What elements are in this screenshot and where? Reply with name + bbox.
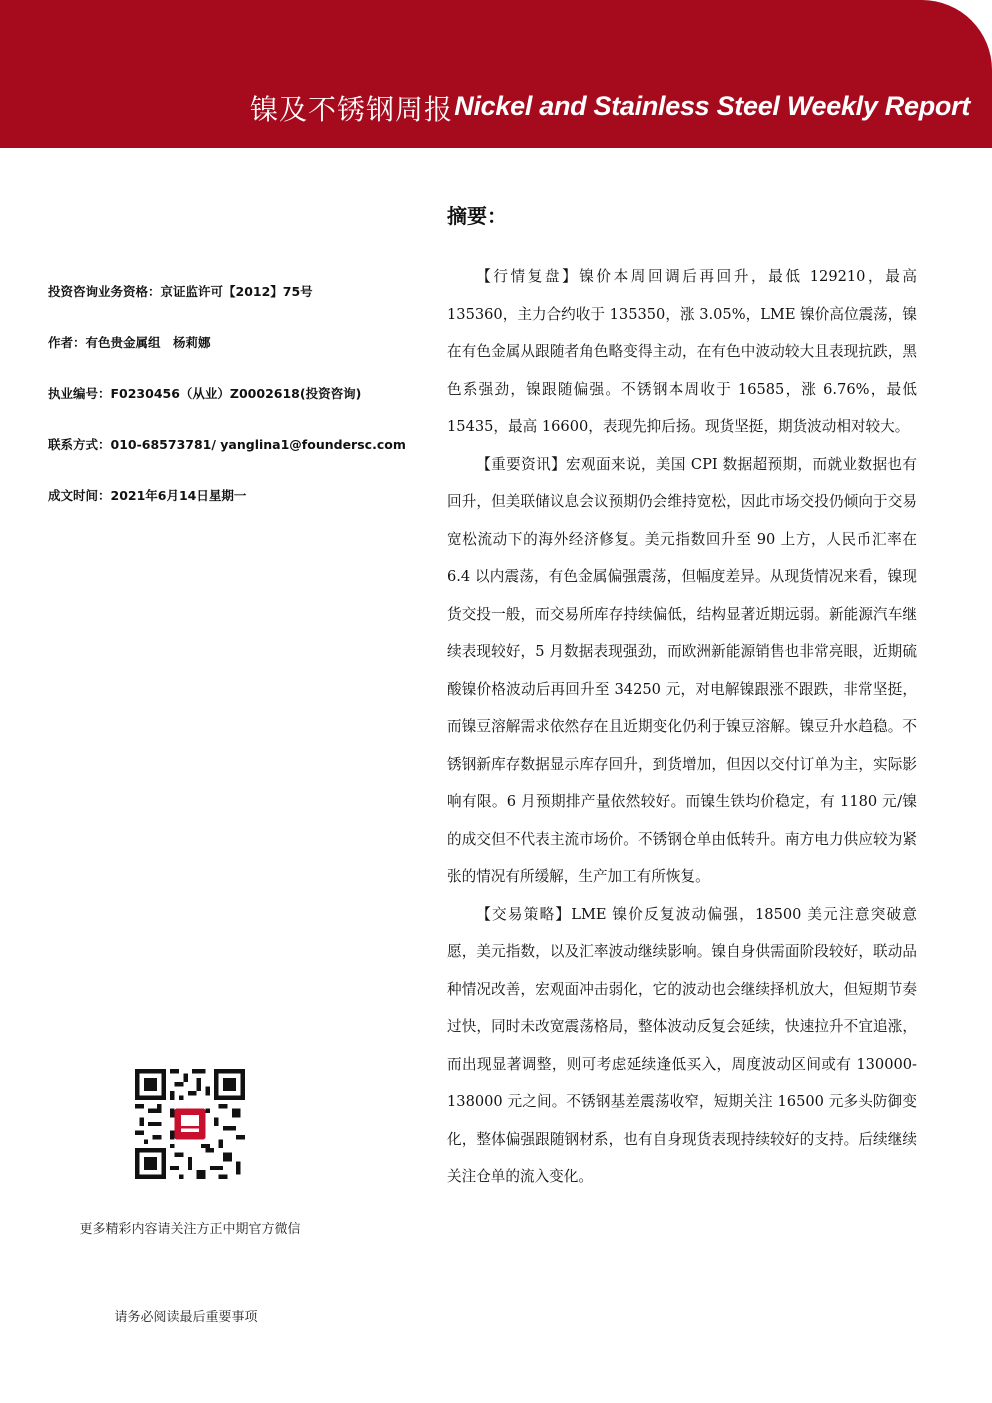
market-review-paragraph: 【行情复盘】镍价本周回调后再回升，最低 129210，最高 135360，主力合约收于 135350，涨 3.05%，LME 镍价高位震荡，镍在有色金属从跟随者角色略变得主动，在有色中波动较大且表现抗跌，黑色系强劲，镍跟随偏强。不锈钢本周收于 16585，涨 6.76%，最低 15435，最高 16600，表现先抑后扬。现货坚挺，期货波动相对较大。 xyxy=(447,268,917,435)
key-news-paragraph: 【重要资讯】宏观面来说，美国 CPI 数据超预期，而就业数据也有回升，但美联储议息会议预期仍会维持宽松，因此市场交投仍倾向于交易宽松流动下的海外经济修复。美元指数回升至 90 上方，人民币汇率在 6.4 以内震荡，有色金属偏强震荡，但幅度差异。从现货情况来看，镍现货交投一般，而交易所库存持续偏低，结构显著近期远弱。新能源汽车继续表现较好，5 月数据表现强劲，而欧洲新能源销售也非常亮眼，近期硫酸镍价格波动后再回升至 34250 元，对电解镍跟涨不跟跌，非常坚挺，而镍豆溶解需求依然存在且近期变化仍利于镍豆溶解。镍豆升水趋稳。不锈钢新库存数据显示库存回升，到货增加，但因以交付订单为主，实际影响有限。6 月预期排产量依然较好。而镍生铁均价稳定，有 1180 元/镍的成交但不代表主流市场价。不锈钢仓单由低转升。南方电力供应较为紧张的情况有所缓解，生产加工有所恢复。 xyxy=(447,455,917,885)
wechat-qr-code[interactable] xyxy=(135,1069,245,1179)
summary-body xyxy=(447,258,917,1196)
author-info xyxy=(48,282,428,537)
report-title-en: Nickel and Stainless Steel Weekly Report xyxy=(454,91,970,121)
summary-heading: 摘要： xyxy=(447,204,507,228)
author-line: 作者：有色贵金属组 杨莉娜 xyxy=(48,335,211,350)
license-line: 投资咨询业务资格：京证监许可【2012】75号 xyxy=(48,284,313,299)
trading-strategy-paragraph: 【交易策略】LME 镍价反复波动偏强，18500 美元注意突破意愿，美元指数，以及汇率波动继续影响。镍自身供需面阶段较好，联动品种情况改善，宏观面冲击弱化，它的波动也会继续择机放大，但短期节奏过快，同时未改宽震荡格局，整体波动反复会延续，快速拉升不宜追涨，而出现显著调整，则可考虑延续逢低买入，周度波动区间或有 130000-138000 元之间。不锈钢基差震荡收窄，短期关注 16500 元多头防御变化，整体偏强跟随钢材系，也有自身现货表现持续较好的支持。后续继续关注仓单的流入变化。 xyxy=(447,905,917,1185)
practice-id-line: 执业编号：F0230456（从业）Z0002618(投资咨询) xyxy=(48,386,362,401)
contact-line: 联系方式：010-68573781/ yanglina1@foundersc.com xyxy=(48,437,406,452)
disclaimer-note: 请务必阅读最后重要事项 xyxy=(114,1310,258,1325)
date-line: 成文时间：2021年6月14日星期一 xyxy=(48,488,247,503)
qr-caption: 更多精彩内容请关注方正中期官方微信 xyxy=(79,1222,301,1237)
header-banner xyxy=(0,0,992,148)
report-title-cn: 镍及不锈钢周报 xyxy=(250,93,454,126)
